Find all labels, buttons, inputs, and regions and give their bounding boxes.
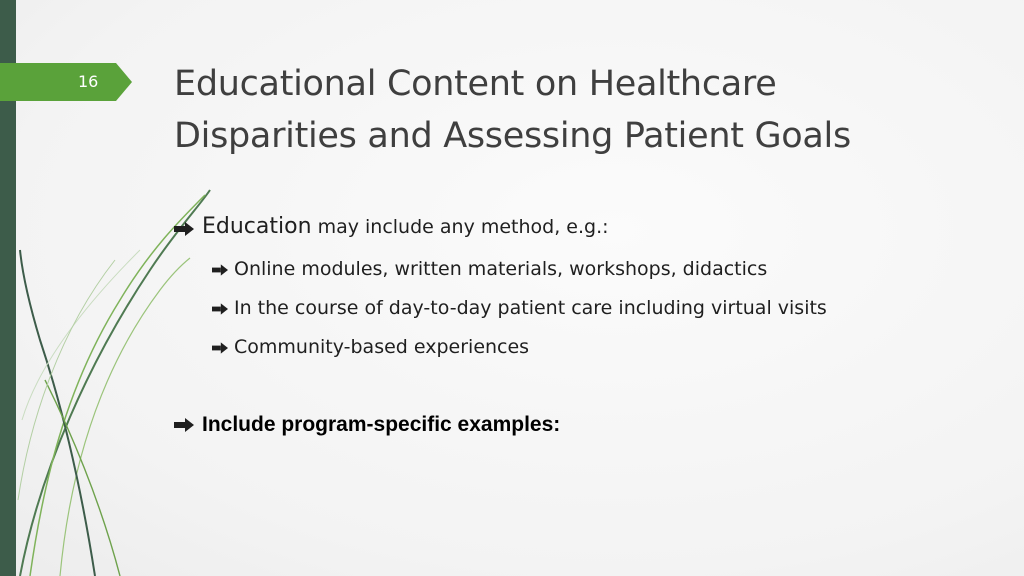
arrow-bullet-icon	[212, 303, 228, 315]
tab-shape	[0, 63, 132, 101]
bullet-item	[174, 413, 560, 437]
slide-title	[174, 58, 994, 162]
bullet-item	[174, 214, 609, 239]
slide-number-tab	[0, 63, 132, 101]
title-line-2: Disparities and Assessing Patient Goals	[174, 116, 851, 156]
arrow-bullet-icon	[174, 418, 194, 432]
arrow-bullet-icon	[212, 264, 228, 276]
bullet-text: may include any method, e.g.:	[311, 216, 609, 238]
sub-bullet-item	[212, 336, 529, 358]
slide-number: 16	[78, 72, 99, 91]
arrow-bullet-icon	[212, 342, 228, 354]
bullet-text-bold: Include program-specific examples:	[202, 413, 561, 436]
sub-bullet-text: Online modules, written materials, workshops, didactics	[234, 258, 768, 280]
bullet-lead: Education	[202, 214, 312, 239]
sub-bullet-text: Community-based experiences	[234, 336, 530, 358]
arrow-bullet-icon	[174, 222, 194, 236]
title-line-1: Educational Content on Healthcare	[174, 64, 777, 104]
sub-bullet-item	[212, 297, 827, 319]
sub-bullet-text: In the course of day-to-day patient care including virtual visits	[234, 297, 827, 319]
sub-bullet-item	[212, 258, 767, 280]
